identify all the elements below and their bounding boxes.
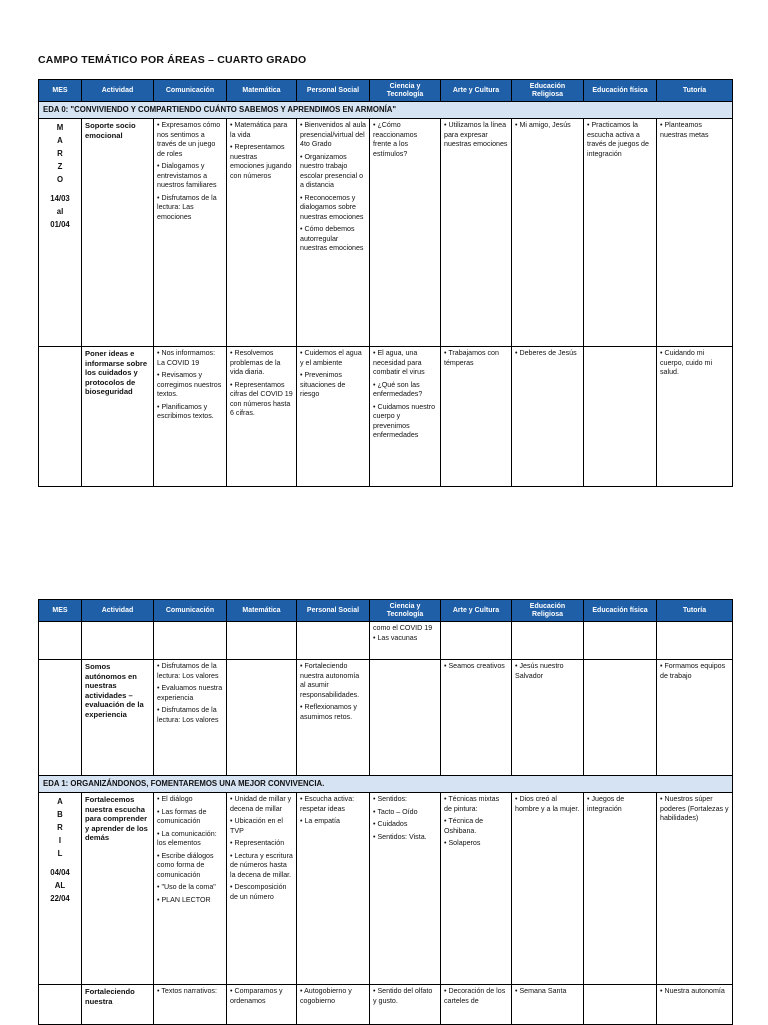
list-item: • Textos narrativos: <box>157 987 217 995</box>
list-item: • Seamos creativos <box>444 662 505 670</box>
mes-date: AL <box>54 881 66 890</box>
list-item: • Cuidemos el agua y el ambiente <box>300 349 362 367</box>
religion-cell <box>512 119 584 347</box>
personal-social-cell <box>297 119 370 347</box>
mes-cell <box>39 985 82 1025</box>
ciencia-cell <box>370 985 441 1025</box>
arte-cell <box>441 119 512 347</box>
mes-letter: I <box>58 836 62 845</box>
mes-letter: R <box>57 149 63 158</box>
list-item: • Representación <box>230 839 285 847</box>
list-item: • Técnicas mixtas de pintura: <box>444 795 500 813</box>
list-item: • Evaluamos nuestra experiencia <box>157 684 223 702</box>
table-row <box>39 347 733 487</box>
list-item: • Ubicación en el TVP <box>230 817 283 835</box>
list-item: • Las formas de comunicación <box>157 807 207 825</box>
tutoria-cell <box>657 660 733 776</box>
list-item: • Planteamos nuestras metas <box>660 121 709 139</box>
list-item: • Utilizamos la línea para expresar nuestras emociones <box>444 121 508 148</box>
comunicacion-cell <box>154 119 227 347</box>
header-arte: Arte y Cultura <box>441 600 512 622</box>
header-comunicacion: Comunicación <box>154 80 227 102</box>
list-item: • Mi amigo, Jesús <box>515 121 571 129</box>
mes-letter: O <box>56 175 64 184</box>
list-item: • Escribe diálogos como forma de comunicación <box>157 851 214 879</box>
list-item: • Disfrutamos de la lectura: Las emociones <box>157 193 217 221</box>
tutoria-cell <box>657 119 733 347</box>
mes-letter: L <box>57 849 63 858</box>
list-item: • Disfrutamos de la lectura: Los valores <box>157 662 219 680</box>
ciencia-cell <box>370 793 441 985</box>
arte-cell <box>441 622 512 660</box>
list-item: • Juegos de integración <box>587 795 625 813</box>
header-matematica: Matemática <box>227 600 297 622</box>
fisica-cell <box>584 347 657 487</box>
religion-cell <box>512 347 584 487</box>
list-item: • Fortaleciendo nuestra autonomía al asumir responsabilidades. <box>300 662 360 699</box>
list-item: • Organizamos nuestro trabajo escolar presencial o a distancia <box>300 152 364 189</box>
header-row <box>39 80 733 102</box>
list-item: • Expresamos cómo nos sentimos a través de un juego de roles <box>157 121 221 158</box>
list-item: • Practicamos la escucha activa a través de juegos de integración <box>587 121 649 158</box>
actividad-cell: Fortaleciendo nuestra <box>82 985 154 1025</box>
list-item: • Jesús nuestro Salvador <box>515 662 564 680</box>
list-item: • Solaperos <box>444 839 481 847</box>
header-actividad: Actividad <box>82 80 154 102</box>
tutoria-cell <box>657 793 733 985</box>
header-personal-social: Personal Social <box>297 600 370 622</box>
header-ciencia: Ciencia y Tecnología <box>370 600 441 622</box>
list-item: • "Uso de la coma" <box>157 883 216 891</box>
list-item: • Las vacunas <box>373 633 418 642</box>
eda-0-row <box>39 102 733 119</box>
actividad-cell: Fortalecemos nuestra escucha para comprender y aprender de los demás <box>82 793 154 985</box>
table-row <box>39 985 733 1025</box>
mes-cell <box>39 660 82 776</box>
tutoria-cell <box>657 622 733 660</box>
mes-letter: Z <box>57 162 63 171</box>
list-item: • Sentidos: Vista. <box>373 832 427 841</box>
list-item: • Descomposición de un número <box>230 883 287 901</box>
actividad-cell: Poner ideas e informarse sobre los cuidados y protocolos de bioseguridad <box>82 347 154 487</box>
list-item: • Bienvenidos al aula presencial/virtual del 4to Grado <box>300 121 366 148</box>
table-row <box>39 660 733 776</box>
list-item: • Unidad de millar y decena de millar <box>230 795 292 813</box>
tutoria-cell <box>657 985 733 1025</box>
mes-cell <box>39 793 82 985</box>
table-row <box>39 793 733 985</box>
header-tutoria: Tutoría <box>657 600 733 622</box>
ciencia-cell <box>370 347 441 487</box>
list-item: • ¿Cómo reaccionamos frente a los estímulos? <box>373 121 418 158</box>
personal-social-cell <box>297 985 370 1025</box>
list-item: • ¿Qué son las enfermedades? <box>373 380 423 398</box>
header-fisica: Educación física <box>584 600 657 622</box>
list-item: • Planificamos y escribimos textos. <box>157 402 214 420</box>
personal-social-cell <box>297 347 370 487</box>
list-item: • Tacto – Oído <box>373 807 418 816</box>
header-matematica: Matemática <box>227 80 297 102</box>
mes-cell <box>39 622 82 660</box>
list-item: • Representamos nuestras emociones jugando con números <box>230 143 292 180</box>
mes-letter: M <box>56 123 64 132</box>
ciencia-cell <box>370 119 441 347</box>
list-item: • La comunicación: los elementos <box>157 829 217 847</box>
mes-cell <box>39 347 82 487</box>
list-item: • Escucha activa: respetar ideas <box>300 795 355 813</box>
list-item: • Nuestros súper poderes (Fortalezas y habilidades) <box>660 795 729 822</box>
personal-social-cell <box>297 622 370 660</box>
mes-cell <box>39 119 82 347</box>
list-item: • Cuidamos nuestro cuerpo y prevenimos enfermedades <box>373 402 436 439</box>
mes-date: 14/03 <box>50 194 70 203</box>
header-tutoria: Tutoría <box>657 80 733 102</box>
list-item: • Decoración de los carteles de <box>444 987 506 1005</box>
list-item: • Matemática para la vida <box>230 121 288 139</box>
header-fisica: Educación física <box>584 80 657 102</box>
matematica-cell <box>227 622 297 660</box>
actividad-cell <box>82 622 154 660</box>
personal-social-cell <box>297 660 370 776</box>
header-arte: Arte y Cultura <box>441 80 512 102</box>
continued-text: como el COVID 19 <box>373 624 433 632</box>
personal-social-cell <box>297 793 370 985</box>
list-item: • El agua, una necesidad para combatir el virus <box>373 349 425 376</box>
comunicacion-cell <box>154 985 227 1025</box>
list-item: • Formamos equipos de trabajo <box>660 662 726 680</box>
list-item: • Sentido del olfato y gusto. <box>373 987 433 1005</box>
list-item: • Comparamos y ordenamos <box>230 987 283 1005</box>
religion-cell <box>512 793 584 985</box>
matematica-cell <box>227 660 297 776</box>
list-item: • Reconocemos y dialogamos sobre nuestras emociones <box>300 193 364 221</box>
mes-date: al <box>56 207 64 216</box>
mes-letter: R <box>57 823 63 832</box>
list-item: • Reflexionamos y asumimos retos. <box>300 703 357 721</box>
mes-letter: A <box>57 136 63 145</box>
tutoria-cell <box>657 347 733 487</box>
list-item: • Prevenimos situaciones de riesgo <box>300 371 346 398</box>
header-personal-social: Personal Social <box>297 80 370 102</box>
fisica-cell <box>584 119 657 347</box>
list-item: • Revisamos y corregimos nuestros textos. <box>157 371 222 398</box>
mes-letter: A <box>57 797 63 806</box>
fisica-cell <box>584 793 657 985</box>
header-mes: MES <box>39 600 82 622</box>
list-item: • La empatía <box>300 817 340 825</box>
list-item: • Nos informamos: La COVID 19 <box>157 349 216 367</box>
table-row <box>39 622 733 660</box>
arte-cell <box>441 660 512 776</box>
actividad-cell: Soporte socio emocional <box>82 119 154 347</box>
fisica-cell <box>584 660 657 776</box>
mes-date: 04/04 <box>50 868 70 877</box>
header-comunicacion: Comunicación <box>154 600 227 622</box>
list-item: • Cuidados <box>373 820 408 828</box>
list-item: • Semana Santa <box>515 987 567 995</box>
list-item: • Lectura y escritura de números hasta la decena de millar. <box>230 851 293 879</box>
list-item: • Representamos cifras del COVID 19 con números hasta 6 cifras. <box>230 380 293 417</box>
religion-cell <box>512 622 584 660</box>
header-actividad: Actividad <box>82 600 154 622</box>
list-item: • Trabajamos con témperas <box>444 349 499 367</box>
matematica-cell <box>227 119 297 347</box>
mes-date: 01/04 <box>50 220 70 229</box>
arte-cell <box>441 793 512 985</box>
comunicacion-cell <box>154 660 227 776</box>
list-item: • Dialogamos y entrevistamos a nuestros familiares <box>157 162 217 189</box>
religion-cell <box>512 660 584 776</box>
matematica-cell <box>227 347 297 487</box>
mes-date: 22/04 <box>50 894 70 903</box>
arte-cell <box>441 985 512 1025</box>
page-title: CAMPO TEMÁTICO POR ÁREAS – CUARTO GRADO <box>38 54 307 66</box>
list-item: • Deberes de Jesús <box>515 349 577 357</box>
list-item: • Sentidos: <box>373 795 408 803</box>
header-religion: Educación Religiosa <box>512 600 584 622</box>
eda-1-row <box>39 776 733 793</box>
list-item: • Dios creó al hombre y a la mujer. <box>515 795 580 813</box>
header-ciencia: Ciencia y Tecnología <box>370 80 441 102</box>
schedule-table-2 <box>38 599 733 1025</box>
comunicacion-cell <box>154 622 227 660</box>
list-item: • Disfrutamos de la lectura: Los valores <box>157 706 219 724</box>
comunicacion-cell <box>154 347 227 487</box>
table-row <box>39 119 733 347</box>
list-item: • Técnica de Oshibana. <box>444 817 484 835</box>
fisica-cell <box>584 622 657 660</box>
schedule-table-1 <box>38 79 733 487</box>
religion-cell <box>512 985 584 1025</box>
list-item: • Nuestra autonomía <box>660 987 725 995</box>
mes-letter: B <box>57 810 63 819</box>
matematica-cell <box>227 985 297 1025</box>
list-item: • Autogobierno y cogobierno <box>300 987 352 1005</box>
header-row <box>39 600 733 622</box>
list-item: • Cuidando mi cuerpo, cuido mi salud. <box>660 349 713 376</box>
list-item: • PLAN LECTOR <box>157 895 211 904</box>
list-item: • El diálogo <box>157 795 193 803</box>
header-religion: Educación Religiosa <box>512 80 584 102</box>
comunicacion-cell <box>154 793 227 985</box>
eda-1-title: EDA 1: ORGANIZÁNDONOS, FOMENTAREMOS UNA MEJOR CONVIVENCIA. <box>39 776 733 793</box>
eda-0-title: EDA 0: "CONVIVIENDO Y COMPARTIENDO CUÁNTO SABEMOS Y APRENDIMOS EN ARMONÍA" <box>39 102 733 119</box>
list-item: • Resolvemos problemas de la vida diaria. <box>230 349 281 376</box>
header-mes: MES <box>39 80 82 102</box>
matematica-cell <box>227 793 297 985</box>
arte-cell <box>441 347 512 487</box>
actividad-cell: Somos autónomos en nuestras actividades – evaluación de la experiencia <box>82 660 154 776</box>
list-item: • Cómo debemos autorregular nuestras emociones <box>300 225 364 252</box>
ciencia-cell <box>370 660 441 776</box>
ciencia-cell <box>370 622 441 660</box>
fisica-cell <box>584 985 657 1025</box>
